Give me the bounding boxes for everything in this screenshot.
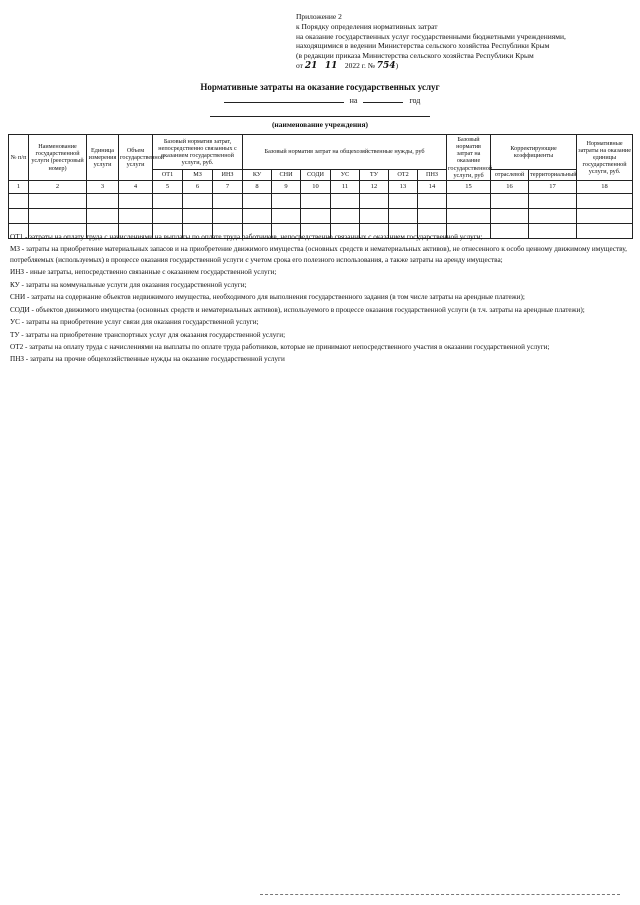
column-number: 3 (87, 180, 119, 193)
column-number: 4 (119, 180, 153, 193)
order-number: 754 (376, 60, 396, 71)
header-line: на оказание государственных услуг государственными бюджетными учреждениями, (296, 31, 566, 41)
column-number: 11 (331, 180, 360, 193)
date-day: 21 (304, 60, 318, 71)
col-sni: СНИ (272, 169, 301, 180)
column-number: 2 (29, 180, 87, 193)
column-number: 6 (183, 180, 213, 193)
date-month: 11 (324, 60, 338, 71)
header-line: Приложение 2 (296, 12, 342, 21)
header-date-line (296, 61, 626, 73)
column-number: 7 (213, 180, 243, 193)
col-branch-coef: отраслевой (491, 169, 529, 180)
column-number: 14 (418, 180, 447, 193)
col-tu: ТУ (360, 169, 389, 180)
year-blank (363, 102, 403, 103)
col-sodi: СОДИ (301, 169, 331, 180)
col-pnz: ПНЗ (418, 169, 447, 180)
col-base-norm: Базовый норматив затрат на оказание государственной услуги, руб (448, 136, 493, 179)
col-number: № п/п (9, 135, 29, 181)
table-row (9, 208, 633, 223)
column-number: 18 (577, 180, 633, 193)
org-caption: (наименование учреждения) (271, 120, 369, 129)
scan-edge-rule (260, 894, 620, 895)
col-ku: КУ (243, 169, 272, 180)
period-line (0, 96, 640, 105)
column-number: 9 (272, 180, 301, 193)
legend-item: КУ - затраты на коммунальные услуги для оказания государственной услуги; (10, 280, 247, 289)
period-suffix: год (409, 96, 421, 105)
header-line: (в редакции приказа Министерства сельского хозяйства Республики Крым (296, 51, 534, 60)
organization-line (0, 110, 640, 129)
column-number: 17 (529, 180, 577, 193)
table-row (9, 193, 633, 208)
legend-item: ИНЗ - иные затраты, непосредственно связанные с оказанием государственной услуги; (10, 268, 277, 277)
closing-paren: ) (395, 60, 399, 70)
abbreviation-legend (10, 232, 630, 367)
column-number: 12 (360, 180, 389, 193)
col-service: Наименование государственной услуги (реестровый номер) (29, 135, 87, 181)
org-blank (210, 116, 430, 117)
column-number: 13 (389, 180, 418, 193)
col-ot2: ОТ2 (389, 169, 418, 180)
period-prefix: на (349, 96, 358, 105)
col-mz: МЗ (183, 169, 213, 180)
col-group-coefficients: Корректирующие коэффициенты (491, 135, 577, 170)
legend-item: УС - затраты на приобретение услуг связи для оказания государственной услуги; (10, 318, 259, 327)
column-number: 16 (491, 180, 529, 193)
col-ot1: ОТ1 (153, 169, 183, 180)
col-volume: Объем государственной услуги (119, 135, 153, 181)
legend-item: ОТ2 - затраты на оплату труда с начислениями на выплаты по оплате труда работников, которые не принимают непосредственного участия в оказании государственной услуги; (10, 342, 550, 351)
col-group-general: Базовый норматив затрат на общехозяйственные нужды, руб (243, 135, 447, 170)
column-number-row (9, 180, 633, 193)
legend-item: ТУ - затраты на приобретение транспортных услуг для оказания государственной услуги; (10, 330, 286, 339)
legend-item: СНИ - затраты на содержание объектов недвижимого имущества, необходимого для выполнения государственного задания (в том числе затраты на арендные платежи); (10, 293, 525, 302)
header-line: находящимися в ведении Министерства сельского хозяйства Республики Крым (296, 41, 550, 51)
legend-item: МЗ - затраты на приобретение материальных запасов и на приобретение движимого имущества (основных средств и нематериальных активов), не отнесенного к особо ценному движимому имуществу, потребляемых (используемых) в процессе оказания государственной услуги с учетом срока его полезного использования, а также затраты на аренду имущества; (10, 245, 627, 264)
col-group-direct: Базовый норматив затрат, непосредственно связанных с оказанием государственной услуги, руб. (153, 135, 243, 170)
column-number: 5 (153, 180, 183, 193)
blank-line (224, 102, 344, 103)
col-unit: Единица измерения услуги (87, 135, 119, 181)
document-title: Нормативные затраты на оказание государственных услуг (200, 82, 440, 92)
column-number: 15 (447, 180, 491, 193)
legend-item: ПНЗ - затраты на прочие общехозяйственные нужды на оказание государственной услуги (10, 355, 285, 364)
column-number: 8 (243, 180, 272, 193)
column-number: 10 (301, 180, 331, 193)
legend-item: СОДИ - объектов движимого имущества (основных средств и нематериальных активов), используемого в процессе оказания государственной услуги (в т.ч. затраты на арендные платежи); (10, 305, 585, 314)
col-inz: ИНЗ (213, 169, 243, 180)
col-norm-costs: Нормативные затраты на оказание единицы государственной услуги, руб. (577, 135, 633, 181)
col-terr-coef: территориальный (529, 169, 577, 180)
date-year: 2022 г. № (344, 60, 375, 70)
date-prefix: от (296, 60, 303, 70)
column-number: 1 (9, 180, 29, 193)
col-us: УС (331, 169, 360, 180)
appendix-header (296, 12, 626, 72)
header-line: к Порядку определения нормативных затрат (296, 21, 438, 31)
normative-costs-table (8, 134, 633, 239)
legend-item: ОТ1 - затраты на оплату труда с начислениями на выплаты по оплате труда работников, непосредственно связанных с оказанием государственной услуги; (10, 233, 483, 241)
